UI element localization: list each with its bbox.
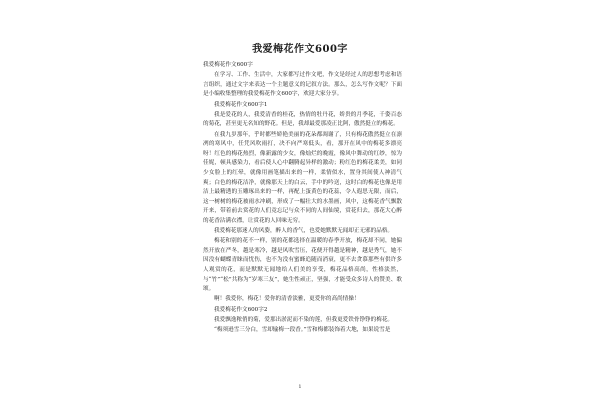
- intro-paragraph: 在学习、工作、生活中，大家都写过作文吧，作文是经过人的思想考虑和语言组织，通过文字来表达一个主题意义的记叙方法。那么，怎么写作文呢？下面是小编收集整理的我爱梅花作文600字，欢迎大家分享。: [203, 72, 402, 98]
- essay-2-heading: 我爱梅花作文600字2: [214, 306, 268, 313]
- page-number: 1: [298, 384, 302, 390]
- essay-1-paragraph: 梅花和别的花不一样，别的花都选择在温暖的春季开放，梅花却不同，她偏然开放在严冬，越是寒冷，越是风吹雪压，花便开得越是精神，越是秀气，她不因没有蝴蝶青睐而忧伤，也不为没有蜜蜂追随而消衰，更不去贪慕那些有供许多人观赏的花，而是默默无闻地给人们美的享受，梅花品格高尚，性格淡然，与“竹”“松”共称为“岁寒三友”，她生性顽正，坚强，才能受众多诗人的赞美、歌颂。: [203, 238, 402, 293]
- essay-1-paragraph: 啊！我爱你，梅花！爱你的清香淡雅，更爱你的高尚情操！: [214, 296, 360, 303]
- document-title: 我爱梅花作文600字: [252, 44, 348, 55]
- essay-heading-line: 我爱梅花作文600字: [203, 62, 253, 68]
- document-body: [203, 61, 402, 336]
- essay-1-paragraph: 在我九岁那年，乎时都些娇艳美丽的花朵都凋谢了，只有梅花傲然挺立在凛冽的寒风中，任凭风吹雨打，决不向严寒低头，看，那开在风中的梅花多漂亮呀！红色的梅花热烈，像新露的少女，像灿烂的晚霞，像风中舞动的红纱，惊为佳妮，顿具感染力，看后使人心中翻腾起异样的激动；粉红色的梅花柔美，如同少女脸上的红晕，就像用画笔描出来的一样，柔情似水，置身其间使人神清气爽；白色的梅花洁净，就像那天上的白云，手中的吟送，这时白的梅花也像是用洁上最精透的玉雕琢出来的一样，再配上蛋黄色的花蕊，令人遐思无限，而后，这一树树的梅花被雨水冲刷，形成了一幅壮大的水墨画，风中，这梅花香气飘散开来，带着前去赏花的人们竟忘记与众不同的人间仙境，赏花归去，那花大心醉的花香沾满衣襟，让赏花的人回味无穷。: [203, 131, 402, 224]
- essay-1-paragraph: 我爱梅花那迷人的风姿，醉人的香气，也爱她默默无闻却正无邪的品格。: [214, 228, 394, 235]
- essay-2-paragraph: “梅须逊雪三分白，雪却输梅一段香。”雪和梅都装饰着大地，如果说雪是: [214, 326, 391, 333]
- essay-1-paragraph: 我是爱花的人，我爱清香的桂花，热情的牡丹花，娇贵的月季花，千姿百态的菊花，甚至更无名知的野花。但是，我却最爱那凌正比阿，傲然挺立的梅花。: [203, 111, 402, 128]
- essay-1-heading: 我爱梅花作文600字1: [214, 101, 268, 108]
- essay-2-paragraph: 我爱飘逸秾俏的菊，爱那出淤泥而不染的莲，但我更爱铁骨铮铮的梅花。: [214, 316, 394, 323]
